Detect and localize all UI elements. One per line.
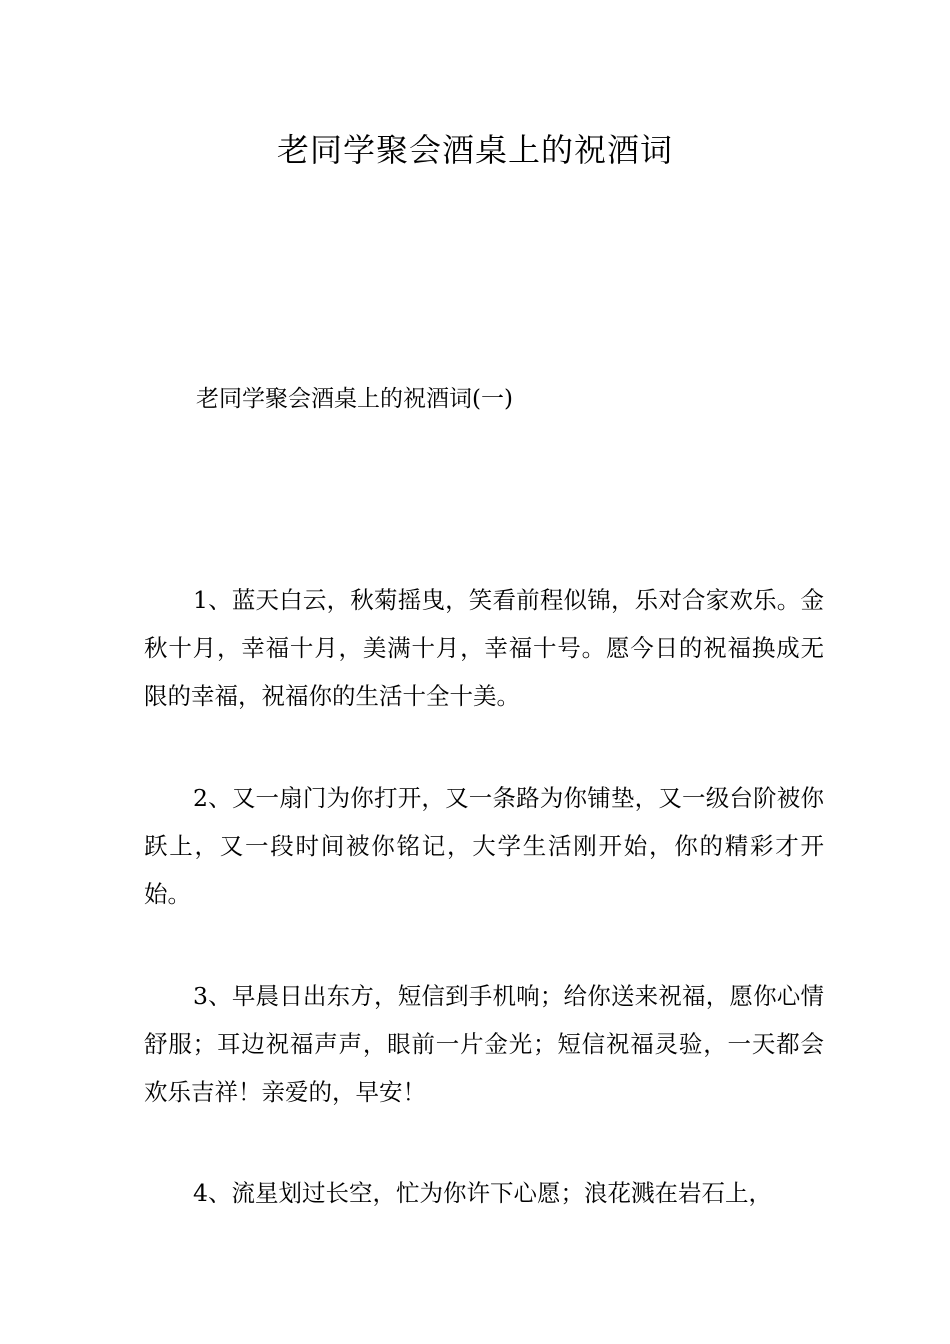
- section-heading: 老同学聚会酒桌上的祝酒词(一): [196, 386, 513, 412]
- document-title: 老同学聚会酒桌上的祝酒词: [276, 131, 673, 169]
- paragraph-3: 3、早晨日出东方，短信到手机响；给你送来祝福，愿你心情舒服；耳边祝福声声，眼前一片金光；短信祝福灵验，一天都会欢乐吉祥！亲爱的，早安！: [144, 982, 824, 1106]
- paragraph-1: 1、蓝天白云，秋菊摇曳，笑看前程似锦，乐对合家欢乐。金秋十月，幸福十月，美满十月，幸福十号。愿今日的祝福换成无限的幸福，祝福你的生活十全十美。: [144, 586, 824, 710]
- paragraph-4: 4、流星划过长空，忙为你许下心愿；浪花溅在岩石上，: [193, 1179, 772, 1207]
- paragraph-2: 2、又一扇门为你打开，又一条路为你铺垫，又一级台阶被你跃上，又一段时间被你铭记，大学生活刚开始，你的精彩才开始。: [144, 784, 824, 908]
